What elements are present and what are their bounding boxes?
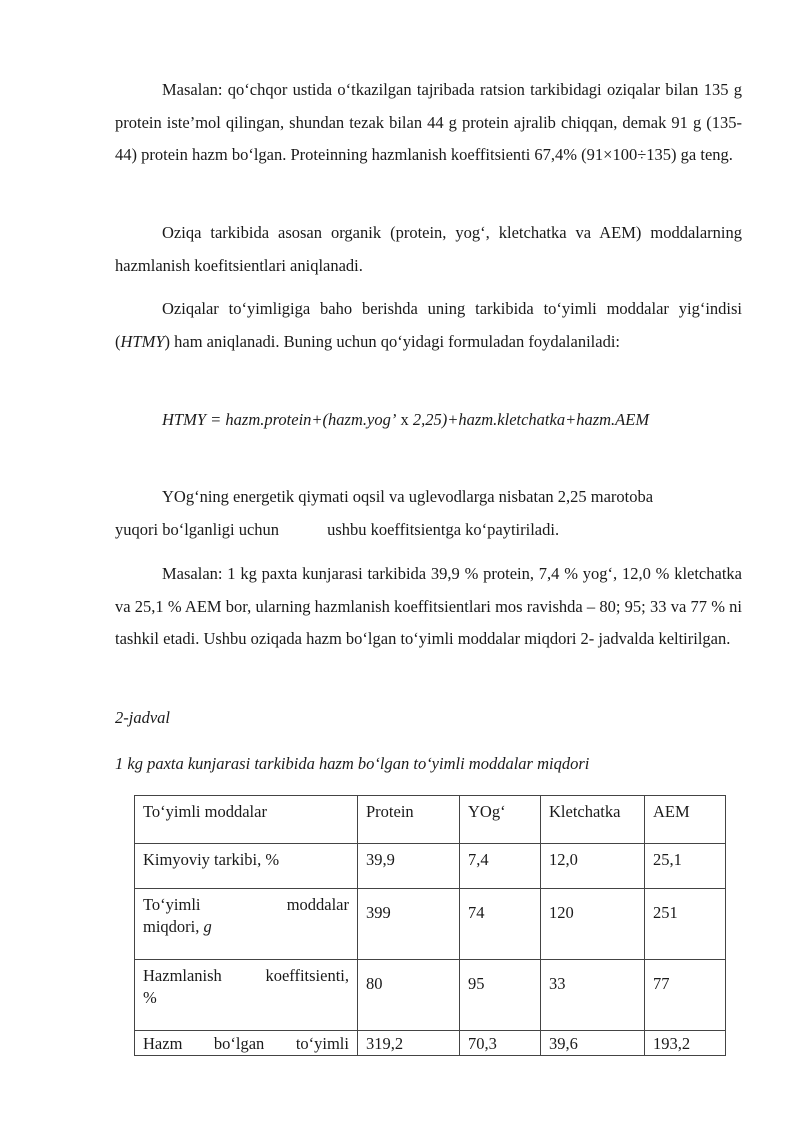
row-label-word: moddalar (286, 895, 349, 914)
paragraph-fat-energy (115, 481, 742, 546)
table-row (135, 1031, 726, 1056)
table-cell: 39,9 (358, 844, 460, 889)
table-header-cell: Protein (358, 796, 460, 844)
paragraph-htmy-intro (115, 293, 742, 358)
paragraph-organic-substances: Oziqa tarkibida asosan organik (protein, yog‘, kletchatka va AEM) moddalarning hazmlanish koefitsientlari aniqlanadi. (115, 223, 742, 275)
table-cell: 7,4 (460, 844, 541, 889)
row-label-word: bo‘lgan (213, 1034, 265, 1053)
row-label-word: To‘yimli (143, 895, 201, 914)
table-row (135, 844, 726, 889)
table-cell: 12,0 (541, 844, 645, 889)
formula-part-2: 2,25)+hazm.kletchatka+hazm.AEM (412, 410, 650, 429)
table-title: 1 kg paxta kunjarasi tarkibida hazm bo‘lgan to‘yimli moddalar miqdori (115, 754, 590, 773)
row-label-word: Hazm (143, 1034, 183, 1053)
table-cell: 120 (541, 889, 645, 960)
table-header-cell: YOg‘ (460, 796, 541, 844)
formula-multiply-sign: x (396, 410, 413, 429)
htmy-abbreviation: HTMY (120, 331, 165, 351)
table-header-cell: AEM (645, 796, 726, 844)
table-header-cell: Kletchatka (541, 796, 645, 844)
table-cell: 74 (460, 889, 541, 960)
formula-part-1: HTMY = hazm.protein+(hazm.yog’ (162, 410, 397, 429)
table-cell: 25,1 (645, 844, 726, 889)
paragraph-example-digestion: Masalan: qo‘chqor ustida o‘tkazilgan tajribada ratsion tarkibidagi oziqalar bilan 135 g protein iste’mol qilingan, shundan tezak bilan 44 g protein ajralib chiqqan, demak 91 g (135-44) protein hazm bo‘lgan. Proteinning hazmlanish koeffitsienti 67,4% (91×100÷135) ga teng. (115, 80, 742, 164)
table-cell: 70,3 (460, 1031, 541, 1056)
fat-energy-line-2a: yuqori bo‘lganligi uchun (115, 519, 280, 539)
table-cell: 33 (541, 960, 645, 1031)
table-header-row (135, 796, 726, 844)
table-row-label (135, 960, 358, 1031)
table-cell: 319,2 (358, 1031, 460, 1056)
row-label-word: miqdori, (143, 917, 204, 936)
table-cell: 399 (358, 889, 460, 960)
table-row (135, 960, 726, 1031)
table-cell: 80 (358, 960, 460, 1031)
table-cell: 193,2 (645, 1031, 726, 1056)
row-label-word: to‘yimli (295, 1034, 349, 1053)
paragraph-cotton-cake-example: Masalan: 1 kg paxta kunjarasi tarkibida 39,9 % protein, 7,4 % yog‘, 12,0 % kletchatka va 25,1 % AEM bor, ularning hazmlanish koeffitsientlari mos ravishda – 80; 95; 33 va 77 % ni tashkil etadi. Ushbu oziqada hazm bo‘lgan to‘yimli moddalar miqdori 2- jadvalda keltirilgan. (115, 564, 742, 648)
paragraph-htmy-text-end: ) ham aniqlanadi. Buning uchun qo‘yidagi formuladan foydalaniladi: (164, 331, 620, 351)
fat-energy-line-1: YOg‘ning energetik qiymati oqsil va uglevodlarga nisbatan 2,25 marotoba (162, 487, 654, 506)
table-cell: 77 (645, 960, 726, 1031)
fat-energy-line-2b: ushbu koeffitsientga ko‘paytiriladi. (327, 519, 560, 539)
paragraph-htmy-text-start: Oziqalar to‘yimligiga baho berishda uning tarkibida to‘yimli moddalar yig‘indisi ( (115, 299, 742, 351)
table-row (135, 889, 726, 960)
table-row-label (135, 1031, 358, 1056)
table-row-label: Kimyoviy tarkibi, % (135, 844, 358, 889)
table-label: 2-jadval (115, 708, 170, 727)
table-row-label (135, 889, 358, 960)
row-label-word: koeffitsienti, (265, 966, 349, 985)
row-label-word: % (143, 988, 157, 1007)
table-cell: 39,6 (541, 1031, 645, 1056)
nutrient-table (134, 795, 726, 1056)
table-cell: 95 (460, 960, 541, 1031)
table-header-cell: To‘yimli moddalar (135, 796, 358, 844)
row-label-word: Hazmlanish (143, 966, 222, 985)
htmy-formula (162, 406, 649, 434)
row-label-unit: g (203, 917, 212, 936)
table-cell: 251 (645, 889, 726, 960)
